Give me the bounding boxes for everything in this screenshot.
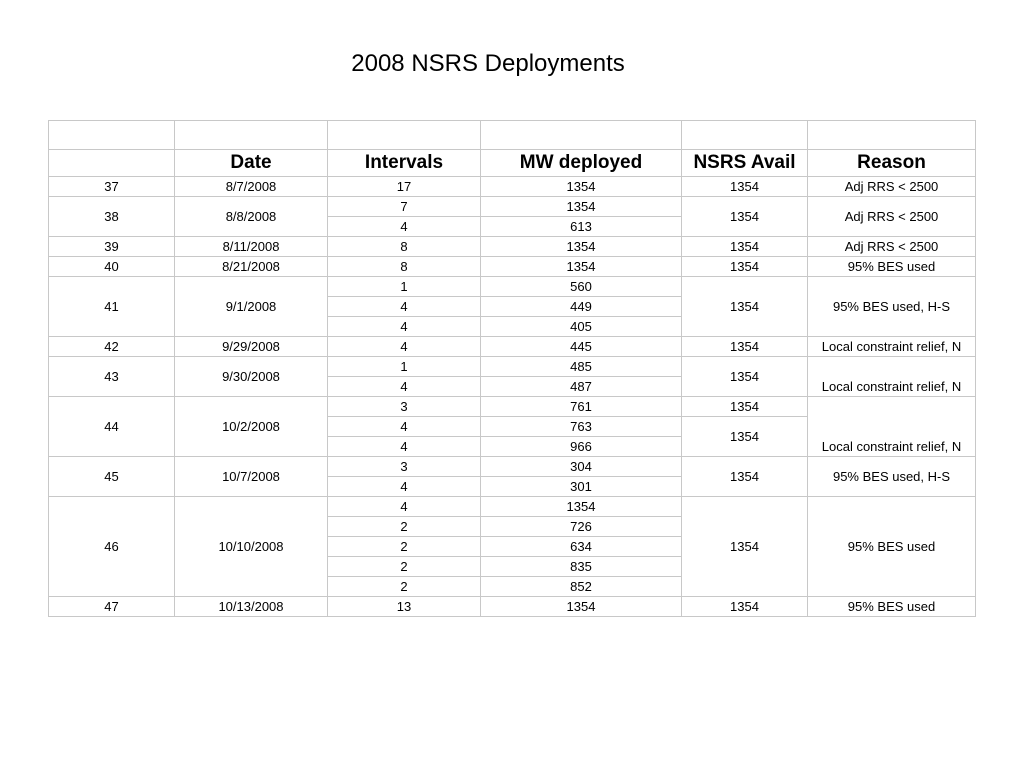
- reason-cell: Adj RRS < 2500: [808, 197, 976, 237]
- mw-deployed-cell: 1354: [481, 197, 682, 217]
- intervals-cell: 4: [328, 477, 481, 497]
- intervals-cell: 2: [328, 557, 481, 577]
- page-title: 2008 NSRS Deployments: [351, 50, 625, 77]
- blank-cell: [175, 121, 328, 150]
- mw-deployed-cell: 726: [481, 517, 682, 537]
- blank-cell: [808, 121, 976, 150]
- nsrs-avail-cell: 1354: [682, 177, 808, 197]
- event-date: 9/29/2008: [175, 337, 328, 357]
- table-row: [49, 357, 976, 377]
- mw-deployed-cell: 1354: [481, 237, 682, 257]
- event-date: 9/30/2008: [175, 357, 328, 397]
- blank-cell: [682, 121, 808, 150]
- event-date: 8/11/2008: [175, 237, 328, 257]
- mw-deployed-cell: 761: [481, 397, 682, 417]
- event-number: 41: [49, 277, 175, 337]
- intervals-cell: 4: [328, 217, 481, 237]
- mw-deployed-cell: 449: [481, 297, 682, 317]
- reason-cell: Adj RRS < 2500: [808, 237, 976, 257]
- nsrs-avail-cell: 1354: [682, 197, 808, 237]
- nsrs-avail-cell: 1354: [682, 357, 808, 397]
- mw-deployed-cell: 1354: [481, 177, 682, 197]
- table-row: [49, 497, 976, 517]
- nsrs-avail-cell: 1354: [682, 597, 808, 617]
- blank-cell: [49, 121, 175, 150]
- mw-deployed-cell: 613: [481, 217, 682, 237]
- nsrs-avail-cell: 1354: [682, 337, 808, 357]
- event-date: 8/8/2008: [175, 197, 328, 237]
- intervals-cell: 3: [328, 397, 481, 417]
- nsrs-avail-cell: 1354: [682, 257, 808, 277]
- intervals-cell: 2: [328, 577, 481, 597]
- mw-deployed-cell: 1354: [481, 257, 682, 277]
- table-row: [49, 597, 976, 617]
- intervals-cell: 1: [328, 357, 481, 377]
- table-row: [49, 257, 976, 277]
- reason-cell: 95% BES used: [808, 597, 976, 617]
- table-row: [49, 457, 976, 477]
- event-date: 10/13/2008: [175, 597, 328, 617]
- intervals-cell: 13: [328, 597, 481, 617]
- mw-deployed-cell: 304: [481, 457, 682, 477]
- intervals-cell: 4: [328, 377, 481, 397]
- deployments-table: [48, 120, 976, 617]
- table-row: [49, 177, 976, 197]
- event-date: 10/10/2008: [175, 497, 328, 597]
- reason-cell: 95% BES used: [808, 257, 976, 277]
- nsrs-avail-cell: 1354: [682, 417, 808, 457]
- event-number: 37: [49, 177, 175, 197]
- mw-deployed-cell: 634: [481, 537, 682, 557]
- header-cell-date: Date: [175, 150, 328, 177]
- header-cell-event: [49, 150, 175, 177]
- nsrs-avail-cell: 1354: [682, 457, 808, 497]
- header-cell-intervals: Intervals: [328, 150, 481, 177]
- nsrs-avail-cell: 1354: [682, 397, 808, 417]
- table-row: [49, 197, 976, 217]
- intervals-cell: 4: [328, 437, 481, 457]
- intervals-cell: 4: [328, 317, 481, 337]
- event-number: 42: [49, 337, 175, 357]
- intervals-cell: 3: [328, 457, 481, 477]
- event-date: 10/7/2008: [175, 457, 328, 497]
- reason-cell: 95% BES used: [808, 497, 976, 597]
- event-number: 39: [49, 237, 175, 257]
- event-number: 45: [49, 457, 175, 497]
- mw-deployed-cell: 445: [481, 337, 682, 357]
- event-number: 43: [49, 357, 175, 397]
- intervals-cell: 4: [328, 497, 481, 517]
- table-row: [49, 237, 976, 257]
- event-date: 8/7/2008: [175, 177, 328, 197]
- header-cell-reason: Reason: [808, 150, 976, 177]
- mw-deployed-cell: 560: [481, 277, 682, 297]
- mw-deployed-cell: 301: [481, 477, 682, 497]
- event-number: 40: [49, 257, 175, 277]
- header-cell-mw-deployed: MW deployed: [481, 150, 682, 177]
- mw-deployed-cell: 835: [481, 557, 682, 577]
- intervals-cell: 8: [328, 237, 481, 257]
- mw-deployed-cell: 487: [481, 377, 682, 397]
- reason-cell: 95% BES used, H-S: [808, 457, 976, 497]
- header-cell-nsrs-avail: NSRS Avail: [682, 150, 808, 177]
- reason-cell: Local constraint relief, N: [808, 357, 976, 397]
- mw-deployed-cell: 852: [481, 577, 682, 597]
- event-date: 8/21/2008: [175, 257, 328, 277]
- nsrs-avail-cell: 1354: [682, 237, 808, 257]
- intervals-cell: 2: [328, 517, 481, 537]
- mw-deployed-cell: 1354: [481, 497, 682, 517]
- event-date: 9/1/2008: [175, 277, 328, 337]
- reason-cell: Local constraint relief, N: [808, 337, 976, 357]
- mw-deployed-cell: 1354: [481, 597, 682, 617]
- intervals-cell: 17: [328, 177, 481, 197]
- event-number: 46: [49, 497, 175, 597]
- mw-deployed-cell: 405: [481, 317, 682, 337]
- nsrs-avail-cell: 1354: [682, 277, 808, 337]
- reason-cell: Local constraint relief, N: [808, 397, 976, 457]
- blank-cell: [328, 121, 481, 150]
- table-row: [49, 397, 976, 417]
- event-number: 38: [49, 197, 175, 237]
- intervals-cell: 8: [328, 257, 481, 277]
- reason-cell: 95% BES used, H-S: [808, 277, 976, 337]
- intervals-cell: 4: [328, 337, 481, 357]
- mw-deployed-cell: 966: [481, 437, 682, 457]
- mw-deployed-cell: 763: [481, 417, 682, 437]
- event-number: 47: [49, 597, 175, 617]
- nsrs-avail-cell: 1354: [682, 497, 808, 597]
- event-date: 10/2/2008: [175, 397, 328, 457]
- table-row: [49, 337, 976, 357]
- intervals-cell: 7: [328, 197, 481, 217]
- reason-cell: Adj RRS < 2500: [808, 177, 976, 197]
- intervals-cell: 2: [328, 537, 481, 557]
- intervals-cell: 4: [328, 417, 481, 437]
- blank-row: [49, 121, 976, 150]
- intervals-cell: 1: [328, 277, 481, 297]
- header-row: [49, 150, 976, 177]
- intervals-cell: 4: [328, 297, 481, 317]
- table-row: [49, 277, 976, 297]
- blank-cell: [481, 121, 682, 150]
- event-number: 44: [49, 397, 175, 457]
- mw-deployed-cell: 485: [481, 357, 682, 377]
